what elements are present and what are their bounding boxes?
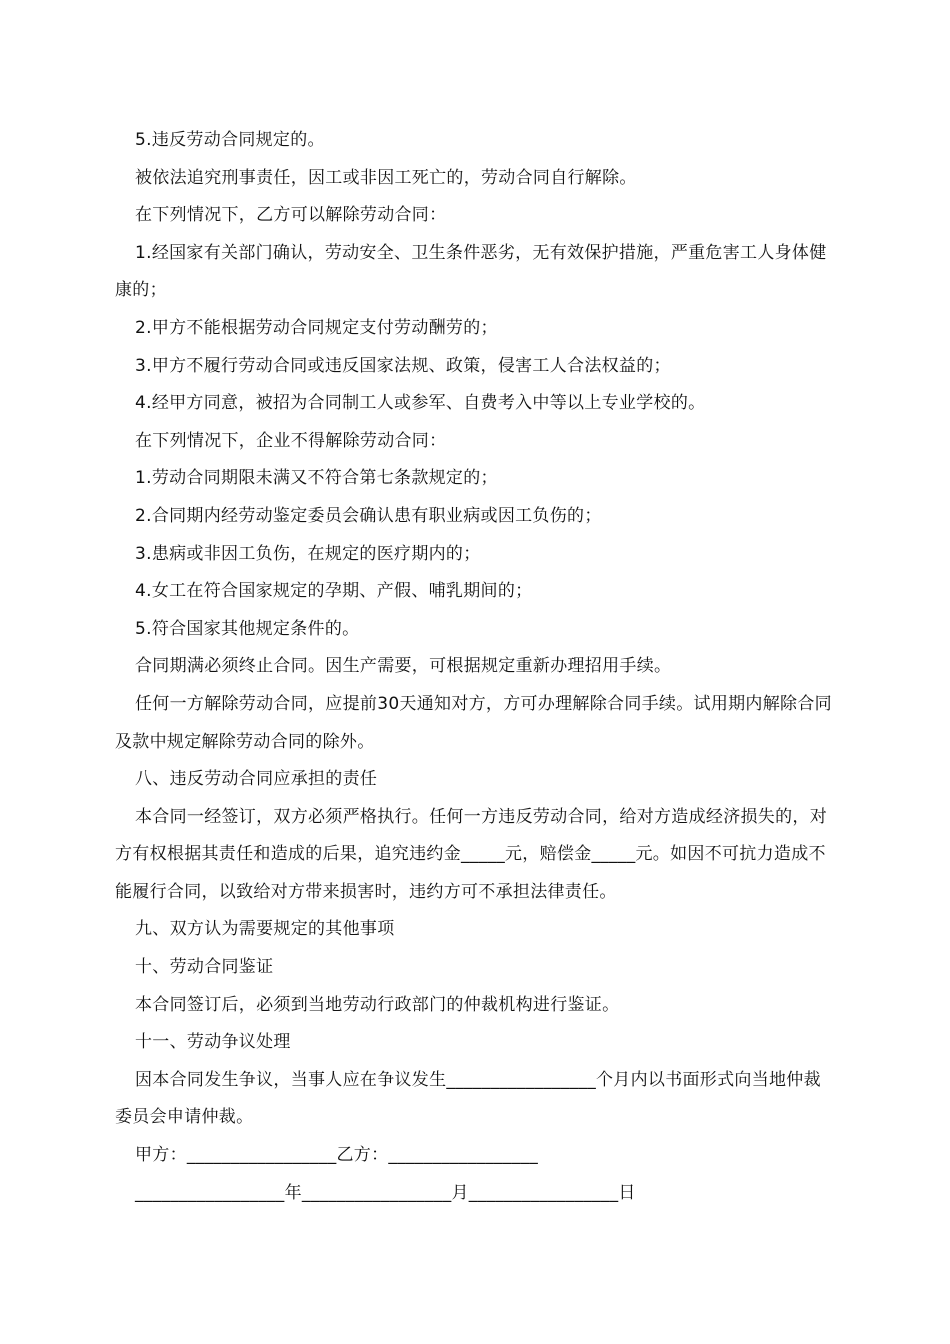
signature-line: 甲方：_________________乙方：_________________ [135, 1145, 538, 1166]
paragraph: 本合同签订后，必须到当地劳动行政部门的仲裁机构进行鉴证。 [135, 994, 620, 1015]
section-heading: 八、违反劳动合同应承担的责任 [135, 769, 378, 790]
paragraph: 4.经甲方同意，被招为合同制工人或参军、自费考入中等以上专业学校的。 [135, 393, 706, 414]
paragraph: 5.符合国家其他规定条件的。 [135, 618, 360, 639]
paragraph: 3.患病或非因工负伤，在规定的医疗期内的； [135, 543, 481, 564]
paragraph: 在下列情况下，乙方可以解除劳动合同： [135, 205, 447, 226]
paragraph: 在下列情况下，企业不得解除劳动合同： [135, 430, 447, 451]
paragraph: 本合同一经签订，双方必须严格执行。任何一方违反劳动合同，给对方造成经济损失的，对方有权根据其责任和造成的后果，追究违约金_____元，赔偿金_____元。如因不可抗力造成不能履行合同，以致给对方带来损害时，违约方可不承担法律责任。 [115, 806, 827, 902]
paragraph: 因本合同发生争议，当事人应在争议发生_________________个月内以书面形式向当地仲裁委员会申请仲裁。 [115, 1069, 821, 1128]
paragraph: 4.女工在符合国家规定的孕期、产假、哺乳期间的； [135, 581, 533, 602]
paragraph: 1.经国家有关部门确认，劳动安全、卫生条件恶劣，无有效保护措施，严重危害工人身体健康的； [115, 242, 827, 301]
paragraph: 任何一方解除劳动合同，应提前30天通知对方，方可办理解除合同手续。试用期内解除合同及款中规定解除劳动合同的除外。 [115, 693, 832, 752]
paragraph: 2.甲方不能根据劳动合同规定支付劳动酬劳的； [135, 317, 498, 338]
paragraph: 合同期满必须终止合同。因生产需要，可根据规定重新办理招用手续。 [135, 656, 672, 677]
paragraph: 1.劳动合同期限未满又不符合第七条款规定的； [135, 468, 498, 489]
date-line: _________________年_________________月_________________日 [135, 1182, 636, 1203]
section-heading: 九、双方认为需要规定的其他事项 [135, 919, 395, 940]
paragraph: 被依法追究刑事责任，因工或非因工死亡的，劳动合同自行解除。 [135, 167, 637, 188]
paragraph: 3.甲方不履行劳动合同或违反国家法规、政策，侵害工人合法权益的； [135, 355, 671, 376]
section-heading: 十、劳动合同鉴证 [135, 957, 274, 978]
paragraph: 5.违反劳动合同规定的。 [135, 130, 325, 150]
document-body [115, 122, 837, 1212]
paragraph: 2.合同期内经劳动鉴定委员会确认患有职业病或因工负伤的； [135, 505, 602, 526]
section-heading: 十一、劳动争议处理 [135, 1032, 291, 1053]
